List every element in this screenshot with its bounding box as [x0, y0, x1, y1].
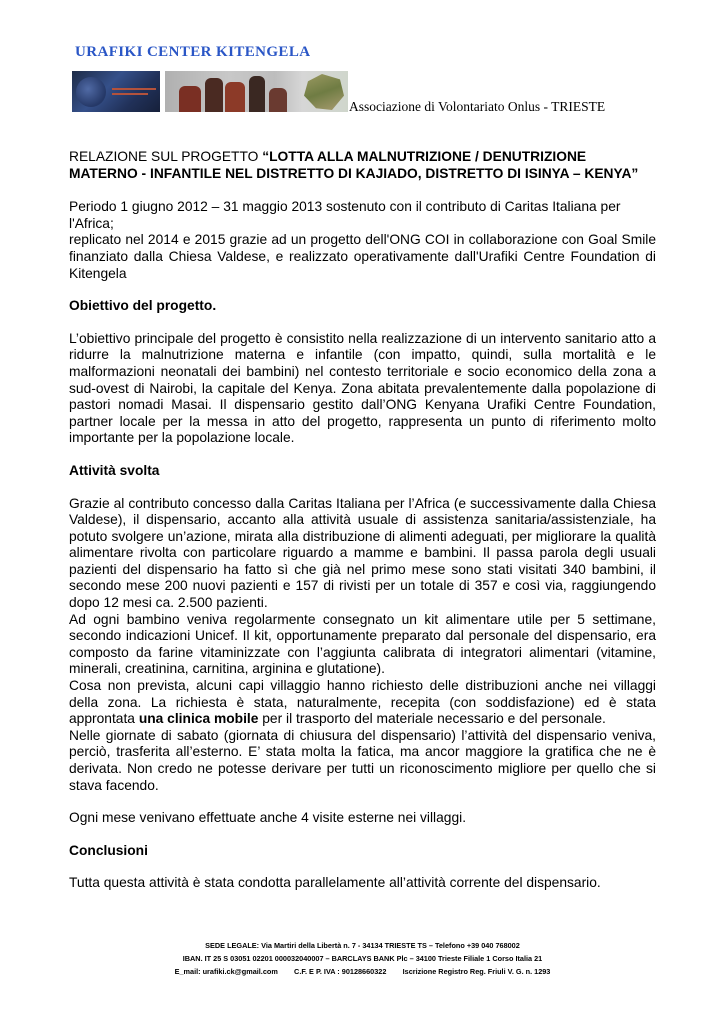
organization-name: URAFIKI CENTER KITENGELA [75, 44, 311, 60]
title-prefix: RELAZIONE SUL PROGETTO [69, 149, 263, 164]
activity-paragraph: Nelle giornate di sabato (giornata di chiusura del dispensario) l’attività del dispensario veniva, perciò, trasferita all’esterno. E’ stata molta la fatica, ma ancor maggiore la gratifica che ne è derivata. Non credo ne potesse derivare per tutti un riconoscimento migliore per quello che si stava facendo. [69, 727, 656, 793]
logo-image [72, 71, 160, 112]
logo-text-stroke [112, 93, 148, 95]
report-title [69, 149, 656, 182]
activity-paragraph: Ad ogni bambino veniva regolarmente consegnato un kit alimentare utile per 5 settimane, secondo indicazioni Unicef. Il kit, opportunamente preparato dal personale del dispensario, era composto da farine vitaminizzate con l’aggiunta calibrata di integratori alimentari (vitamine, minerali, creatinina, carnitina, arginina e glutatione). [69, 611, 656, 677]
person-figure [205, 78, 223, 112]
person-figure [179, 86, 201, 112]
conclusions-paragraph: Tutta questa attività è stata condotta parallelamente all’attività corrente del dispensario. [69, 875, 601, 891]
activity-heading: Attività svolta [69, 462, 160, 478]
footer-address: SEDE LEGALE: Via Martiri della Libertà n. 7 - 34134 TRIESTE TS – Telefono +39 040 768002 [205, 941, 520, 950]
association-label: Associazione di Volontariato Onlus - TRIESTE [349, 99, 606, 114]
period-line: Periodo 1 giugno 2012 – 31 maggio 2013 sostenuto con il contributo di Caritas Italiana per l'Africa; [69, 199, 621, 231]
map-of-kenya-image [304, 74, 344, 110]
activity-paragraph [69, 678, 656, 728]
conclusions-heading: Conclusioni [69, 842, 148, 858]
page-footer [0, 939, 725, 978]
replication-line: replicato nel 2014 e 2015 grazie ad un progetto dell'ONG COI in collaborazione con Goal Smile finanziato dalla Chiesa Valdese, e realizzato operativamente dall'Urafiki Centre Foundation di Kitengela [69, 232, 656, 281]
mobile-clinic-emphasis: una clinica mobile [138, 711, 259, 727]
objective-heading: Obiettivo del progetto. [69, 298, 217, 314]
activity-paragraph: Grazie al contributo concesso dalla Caritas Italiana per l’Africa (e successivamente dalla Chiesa Valdese), il dispensario, accanto alla attività usuale di assistenza sanitaria/assistenziale, ha potuto svolgere un’azione, mirata alla distribuzione di alimenti adeguati, per migliorare la qualità alimentare rivolta con particolare riguardo a mamme e bambini. Il passa parola degli usuali pazienti del dispensario ha fatto sì che già nel primo mese sono stati visitati 340 bambini, il secondo mese 200 nuovi pazienti e 157 di rivisti per un totale di 357 e così via, raggiungendo dopo 12 mesi ca. 2.500 pazienti. [69, 495, 656, 611]
person-figure [269, 88, 287, 112]
logo-text-stroke [112, 88, 156, 90]
footer-bank: IBAN. IT 25 S 03051 02201 000032040007 – BARCLAYS BANK Plc – 34100 Trieste Filiale 1 Corso Italia 21 [182, 954, 543, 963]
person-figure [225, 82, 245, 112]
activity-text: Cosa non prevista, alcuni capi villaggio hanno richiesto delle distribuzioni anche nei villaggi della zona. La richiesta è stata, naturalmente, recepita (con soddisfazione) ed è stata approntata [69, 678, 656, 727]
activity-paragraph: Ogni mese venivano effettuate anche 4 visite esterne nei villaggi. [69, 810, 467, 826]
footer-contacts: E_mail: urafiki.ck@gmail.com C.F. E P. IVA : 90128660322 Iscrizione Registro Reg. Friuli V. G. n. 1293 [174, 967, 551, 976]
activity-text: per il trasporto del materiale necessario e del personale. [258, 711, 606, 727]
logo-emblem-icon [76, 77, 106, 107]
header-photo-banner [165, 71, 348, 112]
title-project-name: “LOTTA ALLA MALNUTRIZIONE / DENUTRIZIONE MATERNO - INFANTILE NEL DISTRETTO DI KAJIADO, DISTRETTO DI ISINYA – KENYA” [69, 149, 639, 181]
document-body [69, 149, 656, 892]
objective-paragraph: L’obiettivo principale del progetto è consistito nella realizzazione di un intervento sanitario atto a ridurre la malnutrizione materna e infantile (con impatto, quindi, sulla mortalità e le malformazioni neonatali dei bambini) nel contesto territoriale e socio economico della zona a sud-ovest di Nairobi, la capitale del Kenya. Zona abitata prevalentemente dalla popolazione di pastori nomadi Masai. Il dispensario gestito dall’ONG Kenyana Urafiki Centre Foundation, partner locale per la messa in atto del progetto, rappresenta un punto di riferimento molto importante per la popolazione locale. [69, 330, 656, 446]
person-figure [249, 76, 265, 112]
